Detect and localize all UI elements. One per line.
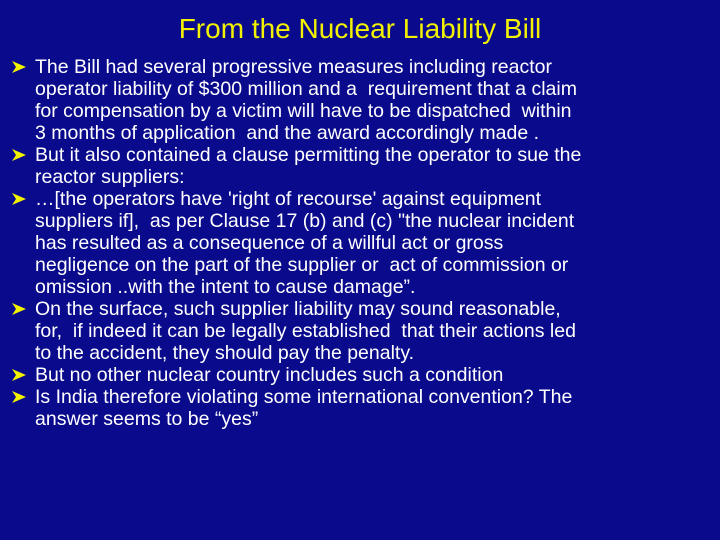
- bullet-line: 3 months of application and the award accordingly made .: [35, 122, 540, 144]
- arrowhead-bullet-icon: [10, 56, 28, 78]
- bullet-item: [10, 386, 710, 430]
- bullet-line: negligence on the part of the supplier or act of commission or: [35, 254, 569, 276]
- bullet-line: omission ..with the intent to cause damage”.: [35, 276, 416, 298]
- arrowhead-bullet-icon: [10, 144, 28, 166]
- bullet-item: [10, 144, 710, 188]
- bullet-line: answer seems to be “yes”: [35, 408, 259, 430]
- bullet-item: [10, 364, 710, 386]
- bullet-line: But it also contained a clause permitting the operator to sue the: [35, 144, 582, 166]
- bullet-line: suppliers if], as per Clause 17 (b) and (c) "the nuclear incident: [35, 210, 575, 232]
- bullet-line: The Bill had several progressive measures including reactor: [35, 56, 552, 78]
- arrowhead-bullet-icon: [10, 298, 28, 320]
- bullet-line: Is India therefore violating some international convention? The: [35, 386, 573, 408]
- bullet-line: has resulted as a consequence of a willful act or gross: [35, 232, 504, 254]
- bullet-line: operator liability of $300 million and a requirement that a claim: [35, 78, 577, 100]
- bullet-item: [10, 298, 710, 364]
- arrowhead-bullet-icon: [10, 188, 28, 210]
- bullet-line: reactor suppliers:: [35, 166, 185, 188]
- bullet-line: for, if indeed it can be legally established that their actions led: [35, 320, 576, 342]
- bullet-list: [10, 56, 710, 430]
- bullet-item: [10, 56, 710, 144]
- bullet-line: On the surface, such supplier liability may sound reasonable,: [35, 298, 561, 320]
- bullet-line: But no other nuclear country includes such a condition: [35, 364, 504, 386]
- arrowhead-bullet-icon: [10, 386, 28, 408]
- bullet-line: …[the operators have 'right of recourse' against equipment: [35, 188, 542, 210]
- bullet-item: [10, 188, 710, 298]
- slide-title: From the Nuclear Liability Bill: [178, 13, 542, 44]
- bullet-line: for compensation by a victim will have to be dispatched within: [35, 100, 572, 122]
- arrowhead-bullet-icon: [10, 364, 28, 386]
- bullet-line: to the accident, they should pay the penalty.: [35, 342, 415, 364]
